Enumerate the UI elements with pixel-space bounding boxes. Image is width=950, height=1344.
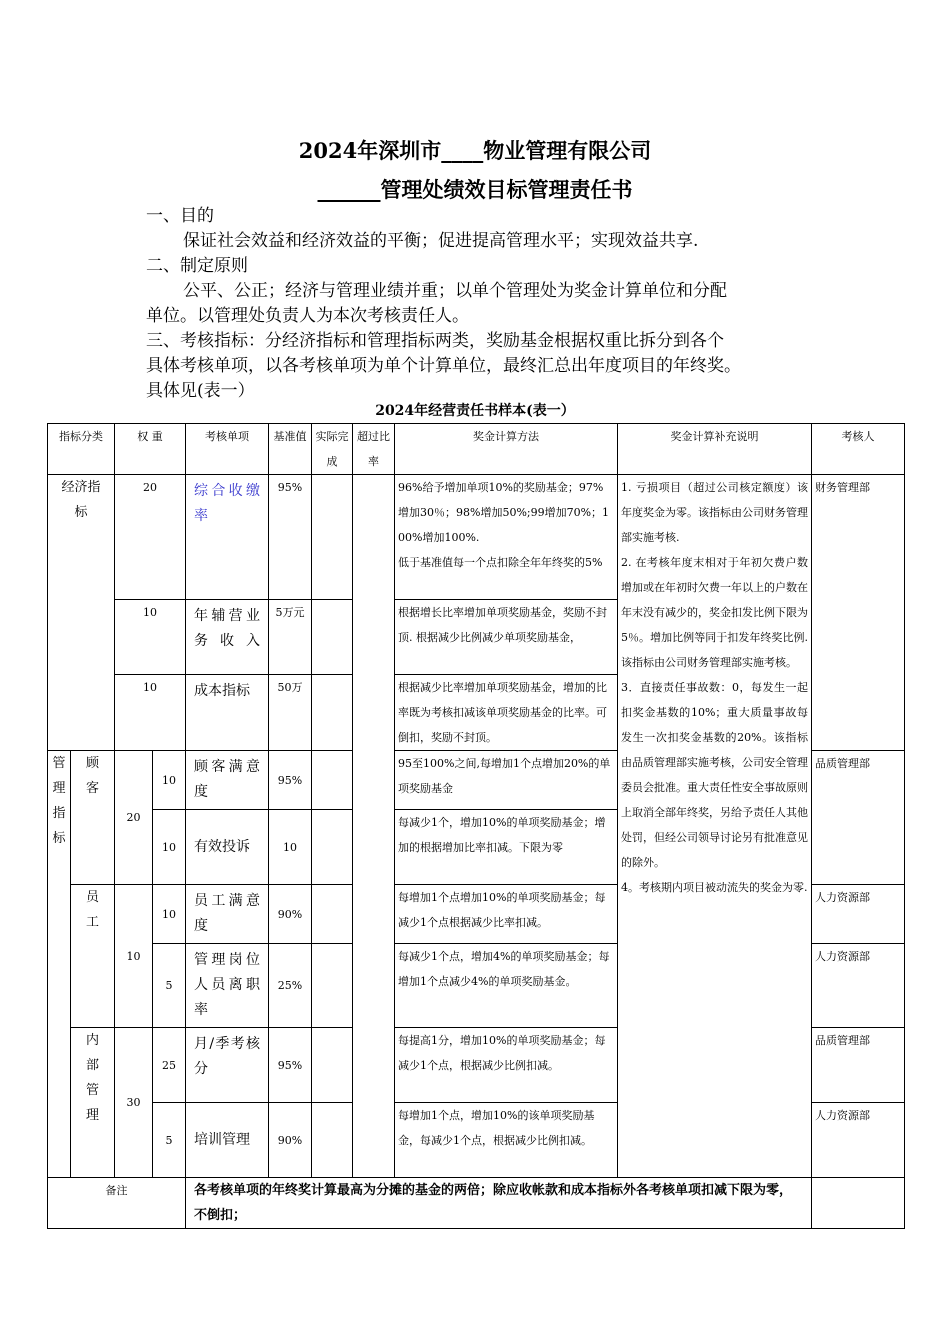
table-row-assessor: 品质管理部 <box>812 751 905 885</box>
remark-text: 各考核单项的年终奖计算最高为分摊的基金的两倍；除应收帐款和成本指标外各考核单项扣减下限为零，不倒扣； <box>186 1178 812 1229</box>
table-row-base: 90% <box>269 885 312 944</box>
table-row-weight: 10 <box>153 885 186 944</box>
group-economic: 经济指标 <box>48 475 115 751</box>
table-row-unit: 管理岗位人员离职率 <box>186 944 269 1028</box>
table-row-method: 96%给予增加单项10%的奖励基金；97%增加30％；98%增加50%;99增加70%；100%增加100%. 低于基准值每一个点扣除全年年终奖的5% <box>395 475 618 600</box>
table-row-actual <box>312 600 353 675</box>
supplement-notes: 1. 亏损项目（超过公司核定额度）该年度奖金为零。该指标由公司财务管理部实施考核. 2. 在考核年度末相对于年初欠费户数增加或在年初时欠费一年以上的户数在年末没有减少的，奖金扣发比例下限为5％。增加比例等同于扣发年终奖比例. 该指标由公司财务管理部实施考核。 3．直接责任事故数：0，每发生一起扣奖金基数的10%；重大质量事故每发生一次扣奖金基数的20%。该指标由品质管理部实施考核，公司安全管理委员会批准。重大责任性安全事故原则上取消全部年终奖，另给予责任人其他处罚，但经公司领导讨论另有批准意见的除外。 4。考核期内项目被动流失的奖金为零. <box>618 475 812 1178</box>
table-row-method: 每提高1分，增加10%的单项奖励基金；每减少1个点，根据减少比例扣减。 <box>395 1028 618 1103</box>
table-row-assessor: 人力资源部 <box>812 1103 905 1178</box>
table-row-actual <box>312 885 353 944</box>
doc-title-line2: ______管理处绩效目标管理责任书 <box>317 177 633 202</box>
table-row-unit: 培训管理 <box>186 1103 269 1178</box>
remark-empty-cell <box>812 1178 905 1229</box>
table-row-method: 每减少1个点，增加4%的单项奖励基金；每增加1个点减少4%的单项奖励基金。 <box>395 944 618 1028</box>
table-row-method: 每增加1个点，增加10%的该单项奖励基金，每减少1个点，根据减少比例扣减。 <box>395 1103 618 1178</box>
section2-body-line1: 公平、公正；经济与管理业绩并重；以单个管理处为奖金计算单位和分配 <box>183 281 727 301</box>
section3-line1: 三、考核指标：分经济指标和管理指标两类，奖励基金根据权重比拆分到各个 <box>146 331 724 351</box>
doc-title-line1: 2024年深圳市____物业管理有限公司 <box>298 138 652 163</box>
table-row-unit: 年辅营业务收入 <box>186 600 269 675</box>
table-row-weight: 10 <box>115 675 186 751</box>
header-exceed: 超过比率 <box>353 424 395 475</box>
table-row-base: 5万元 <box>269 600 312 675</box>
header-supplement: 奖金计算补充说明 <box>618 424 812 475</box>
table-row-base: 10 <box>269 810 312 885</box>
group-weight-internal: 30 <box>115 1028 153 1178</box>
header-base: 基准值 <box>269 424 312 475</box>
table-row-assessor: 人力资源部 <box>812 944 905 1028</box>
table-row-actual <box>312 475 353 600</box>
table-row-base: 25% <box>269 944 312 1028</box>
table-row-unit: 顾客满意度 <box>186 751 269 810</box>
table-row-weight: 5 <box>153 1103 186 1178</box>
table-row-weight: 10 <box>115 600 186 675</box>
table-row-actual <box>312 1103 353 1178</box>
table-row-assessor: 品质管理部 <box>812 1028 905 1103</box>
table-row-method: 95至100%之间,每增加1个点增加20%的单项奖励基金 <box>395 751 618 810</box>
table-row-method: 根据减少比率增加单项奖励基金，增加的比率既为考核扣减该单项奖励基金的比率。可倒扣，奖励不封顶。 <box>395 675 618 751</box>
table-row-unit: 成本指标 <box>186 675 269 751</box>
performance-table <box>47 423 905 1229</box>
header-actual: 实际完成 <box>312 424 353 475</box>
table-row-actual <box>312 944 353 1028</box>
table-row-method: 每增加1个点增加10%的单项奖励基金；每减少1个点根据减少比率扣减。 <box>395 885 618 944</box>
table-row-actual <box>312 810 353 885</box>
table-row-actual <box>312 1028 353 1103</box>
table-row-unit: 月/季考核分 <box>186 1028 269 1103</box>
table-row-weight: 5 <box>153 944 186 1028</box>
table-row-unit: 员工满意度 <box>186 885 269 944</box>
table-row-weight: 25 <box>153 1028 186 1103</box>
section3-line3: 具体见(表一） <box>146 381 255 401</box>
table-caption: 2024年经营责任书样本(表一） <box>375 403 575 419</box>
group-weight-staff: 10 <box>115 885 153 1028</box>
group-staff: 员工 <box>71 885 115 1028</box>
section2-body-line2: 单位。以管理处负责人为本次考核责任人。 <box>146 306 469 326</box>
table-row-weight: 10 <box>153 810 186 885</box>
table-row-method: 每减少1个，增加10%的单项奖励基金；增加的根据增加比率扣减。下限为零 <box>395 810 618 885</box>
section1-heading: 一、目的 <box>146 206 214 226</box>
table-row-base: 90% <box>269 1103 312 1178</box>
table-row-assessor: 人力资源部 <box>812 885 905 944</box>
group-weight-customer: 20 <box>115 751 153 885</box>
table-row-actual <box>312 751 353 810</box>
header-assessor: 考核人 <box>812 424 905 475</box>
table-row-actual <box>312 675 353 751</box>
group-internal: 内部管理 <box>71 1028 115 1178</box>
section2-heading: 二、制定原则 <box>146 256 248 276</box>
table-row-base: 95% <box>269 475 312 600</box>
group-management: 管理指标 <box>48 751 71 1178</box>
table-row-method: 根据增长比率增加单项奖励基金，奖励不封顶. 根据减少比例减少单项奖励基金， <box>395 600 618 675</box>
table-row-weight: 10 <box>153 751 186 810</box>
section3-line2: 具体考核单项，以各考核单项为单个计算单位，最终汇总出年度项目的年终奖。 <box>146 356 741 376</box>
table-row-unit: 有效投诉 <box>186 810 269 885</box>
exceed-column <box>353 475 395 1178</box>
table-row-weight: 20 <box>115 475 186 600</box>
section1-body: 保证社会效益和经济效益的平衡；促进提高管理水平；实现效益共享. <box>183 231 699 251</box>
group-customer: 顾客 <box>71 751 115 885</box>
header-category: 指标分类 <box>48 424 115 475</box>
table-row-unit: 综合收缴率 <box>186 475 269 600</box>
remark-label: 备注 <box>48 1178 186 1229</box>
header-method: 奖金计算方法 <box>395 424 618 475</box>
table-row-base: 95% <box>269 1028 312 1103</box>
table-row-base: 50万 <box>269 675 312 751</box>
table-row-base: 95% <box>269 751 312 810</box>
header-unit: 考核单项 <box>186 424 269 475</box>
header-weight: 权 重 <box>115 424 186 475</box>
table-row-assessor: 财务管理部 <box>812 475 905 751</box>
